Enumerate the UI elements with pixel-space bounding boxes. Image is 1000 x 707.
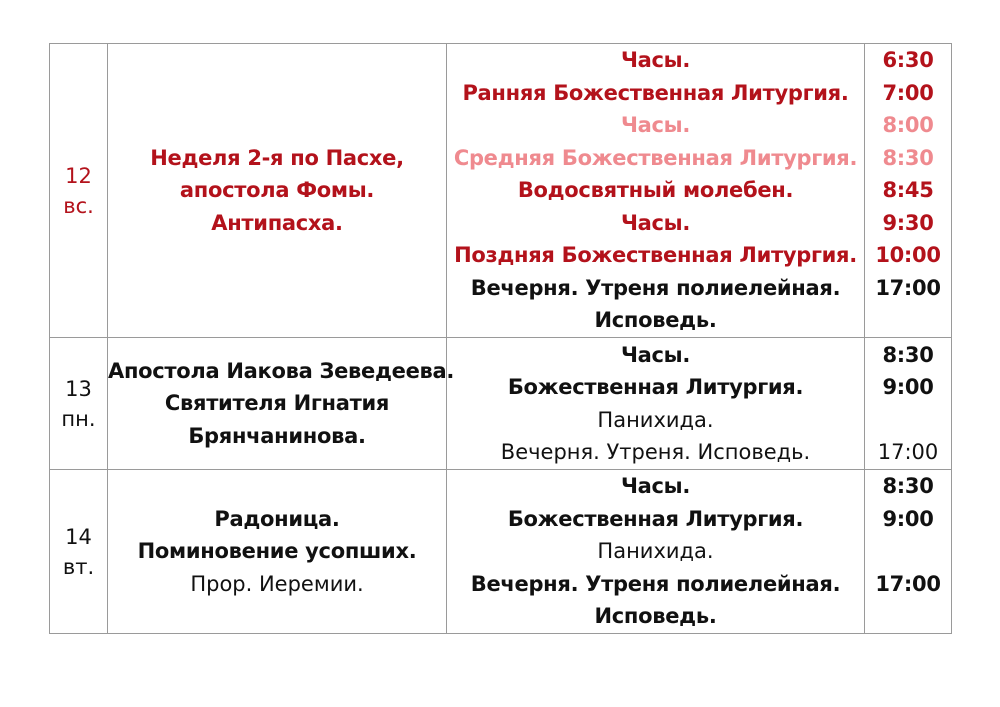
feast-line: Неделя 2-я по Пасхе, (150, 145, 404, 170)
service-line: Средняя Божественная Литургия. (453, 145, 858, 170)
service-time: 8:30 (882, 342, 934, 367)
date-cell (50, 338, 108, 470)
service-time: 8:30 (882, 145, 934, 170)
service-line: Часы. (620, 48, 691, 73)
feast-cell (108, 44, 447, 338)
times-cell (865, 338, 952, 470)
service-line: Часы. (620, 474, 691, 499)
schedule-table (49, 43, 952, 634)
service-time: 10:00 (875, 243, 941, 268)
service-line: Часы. (620, 210, 691, 235)
service-time: 7:00 (882, 80, 934, 105)
date-cell (50, 44, 108, 338)
weekday: вс. (63, 193, 94, 218)
service-time-empty (865, 600, 951, 633)
feast-cell (108, 470, 447, 634)
services-cell (447, 470, 865, 634)
service-line: Божественная Литургия. (507, 506, 804, 531)
service-time: 8:30 (882, 474, 934, 499)
service-line: Ранняя Божественная Литургия. (462, 80, 849, 105)
feast-line: Брянчанинова. (188, 423, 366, 448)
times-cell (865, 44, 952, 338)
service-time: 17:00 (877, 440, 939, 464)
schedule-row-14 (50, 470, 952, 634)
feast-cell (108, 338, 455, 470)
feast-line: Апостола Иакова Зеведеева. (108, 358, 455, 383)
feast-line: Поминовение усопших. (137, 539, 417, 564)
service-line: Панихида. (597, 539, 714, 564)
feast-line: апостола Фомы. (179, 178, 375, 203)
day-number: 13 (65, 376, 92, 401)
service-line: Божественная Литургия. (507, 375, 804, 399)
service-time-empty (865, 535, 951, 568)
day-number: 14 (65, 524, 92, 549)
service-line: Водосвятный молебен. (517, 178, 794, 203)
service-line: Поздняя Божественная Литургия. (454, 243, 857, 268)
service-time-empty (865, 404, 951, 437)
feast-line: Радоница. (214, 506, 340, 531)
day-number: 12 (65, 163, 92, 188)
service-time: 17:00 (875, 571, 941, 596)
service-line: Часы. (620, 113, 691, 138)
services-cell (447, 338, 865, 470)
service-time: 9:00 (882, 506, 934, 531)
feast-line: Святителя Игнатия (164, 391, 390, 416)
service-time: 6:30 (882, 48, 934, 73)
service-line: Исповедь. (594, 308, 717, 333)
service-line: Часы. (620, 342, 691, 367)
service-time: 17:00 (875, 275, 941, 300)
weekday: пн. (61, 406, 96, 431)
services-cell (447, 44, 865, 338)
feast-line: Прор. Иеремии. (190, 571, 364, 596)
service-time: 8:00 (882, 113, 934, 138)
schedule-row-13 (50, 338, 952, 470)
weekday: вт. (62, 554, 95, 579)
date-cell (50, 470, 108, 634)
service-time-empty (865, 304, 951, 337)
service-line: Исповедь. (594, 604, 717, 629)
times-cell (865, 470, 952, 634)
service-time: 8:45 (882, 178, 934, 203)
service-time: 9:00 (882, 375, 934, 399)
service-line: Вечерня. Утреня полиелейная. (470, 275, 841, 300)
feast-line: Антипасха. (211, 210, 343, 235)
service-line: Вечерня. Утреня полиелейная. (470, 571, 841, 596)
service-time: 9:30 (882, 210, 934, 235)
service-line: Панихида. (597, 407, 714, 432)
schedule-row-12 (50, 44, 952, 338)
service-line: Вечерня. Утреня. Исповедь. (500, 440, 811, 464)
